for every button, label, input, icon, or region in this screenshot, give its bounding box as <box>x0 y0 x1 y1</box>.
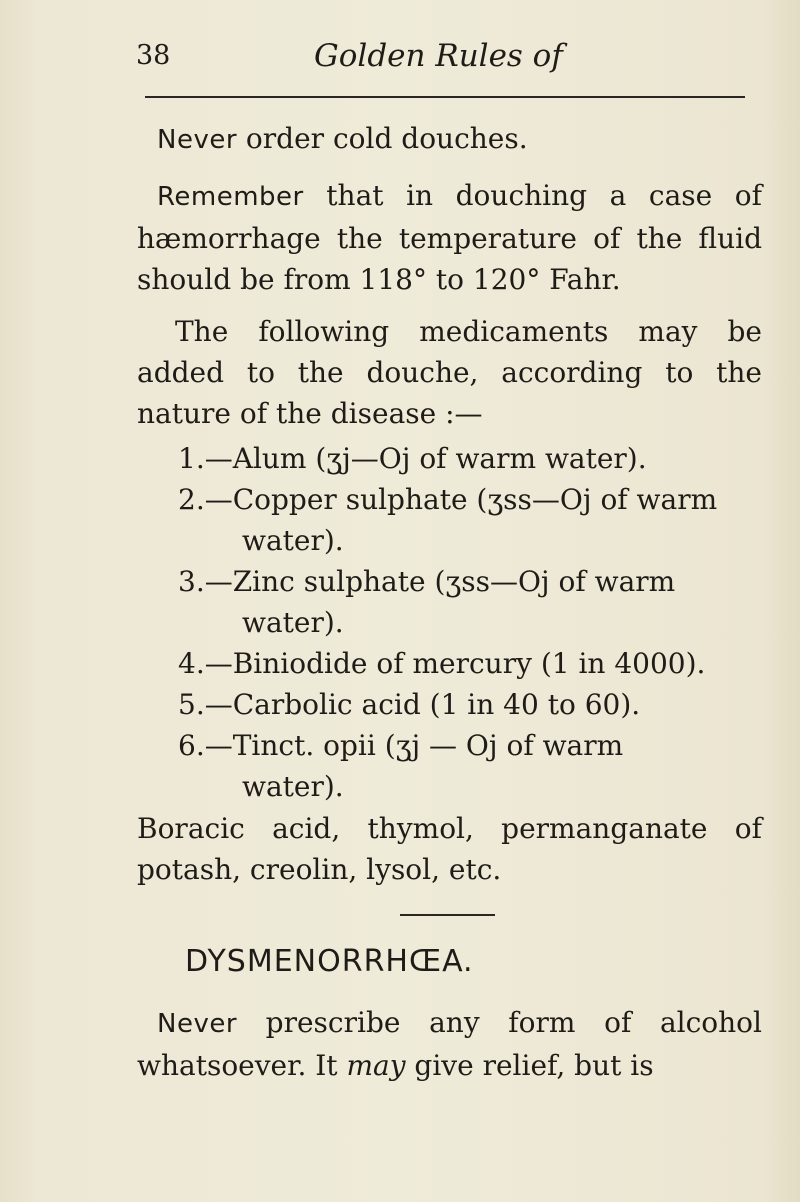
list-item-continuation: water). <box>242 524 344 557</box>
paragraph-text: Boracic acid, thymol, permanganate of potash, creolin, lysol, etc. <box>137 812 762 886</box>
list-item: 4.—Biniodide of mercury (1 in 4000). <box>178 647 706 680</box>
paragraph-text: give relief, but is <box>405 1049 654 1082</box>
paragraph-never-alcohol <box>137 1002 762 1086</box>
medicament-list <box>178 438 763 807</box>
italic-word: may <box>346 1049 406 1082</box>
running-title: Golden Rules of <box>314 38 563 74</box>
section-heading: DYSMENORRHŒA. <box>185 944 474 979</box>
paragraph-text: prescribe any form of alcohol whatsoever. It <box>137 1006 762 1082</box>
lead-word: Never <box>157 125 238 155</box>
list-item: 6.—Tinct. opii (ʒj — Oj of warm <box>178 729 624 762</box>
paragraph-medicaments <box>137 311 762 434</box>
page-header <box>136 38 756 86</box>
paragraph-text: that in douching a case of hæmorrhage the temperature of the fluid should be from 118° to 120° Fahr. <box>137 179 762 296</box>
page-number: 38 <box>136 40 171 71</box>
list-item-continuation: water). <box>242 606 344 639</box>
lead-word: Never <box>157 1009 238 1039</box>
list-item: 1.—Alum (ʒj—Oj of warm water). <box>178 442 647 475</box>
list-item: 3.—Zinc sulphate (ʒss—Oj of warm <box>178 565 676 598</box>
list-item: 5.—Carbolic acid (1 in 40 to 60). <box>178 688 641 721</box>
section-divider <box>400 914 495 916</box>
paragraph-never-cold-douches <box>137 118 762 161</box>
header-rule <box>145 96 745 98</box>
list-item: 2.—Copper sulphate (ʒss—Oj of warm <box>178 483 718 516</box>
lead-word: Remember <box>157 182 304 212</box>
list-item-continuation: water). <box>242 770 344 803</box>
paragraph-after-list <box>137 808 762 890</box>
paragraph-remember <box>137 175 762 300</box>
paragraph-text: order cold douches. <box>237 122 528 155</box>
paragraph-text: The following medicaments may be added to the douche, according to the nature of the disease :— <box>137 315 762 430</box>
